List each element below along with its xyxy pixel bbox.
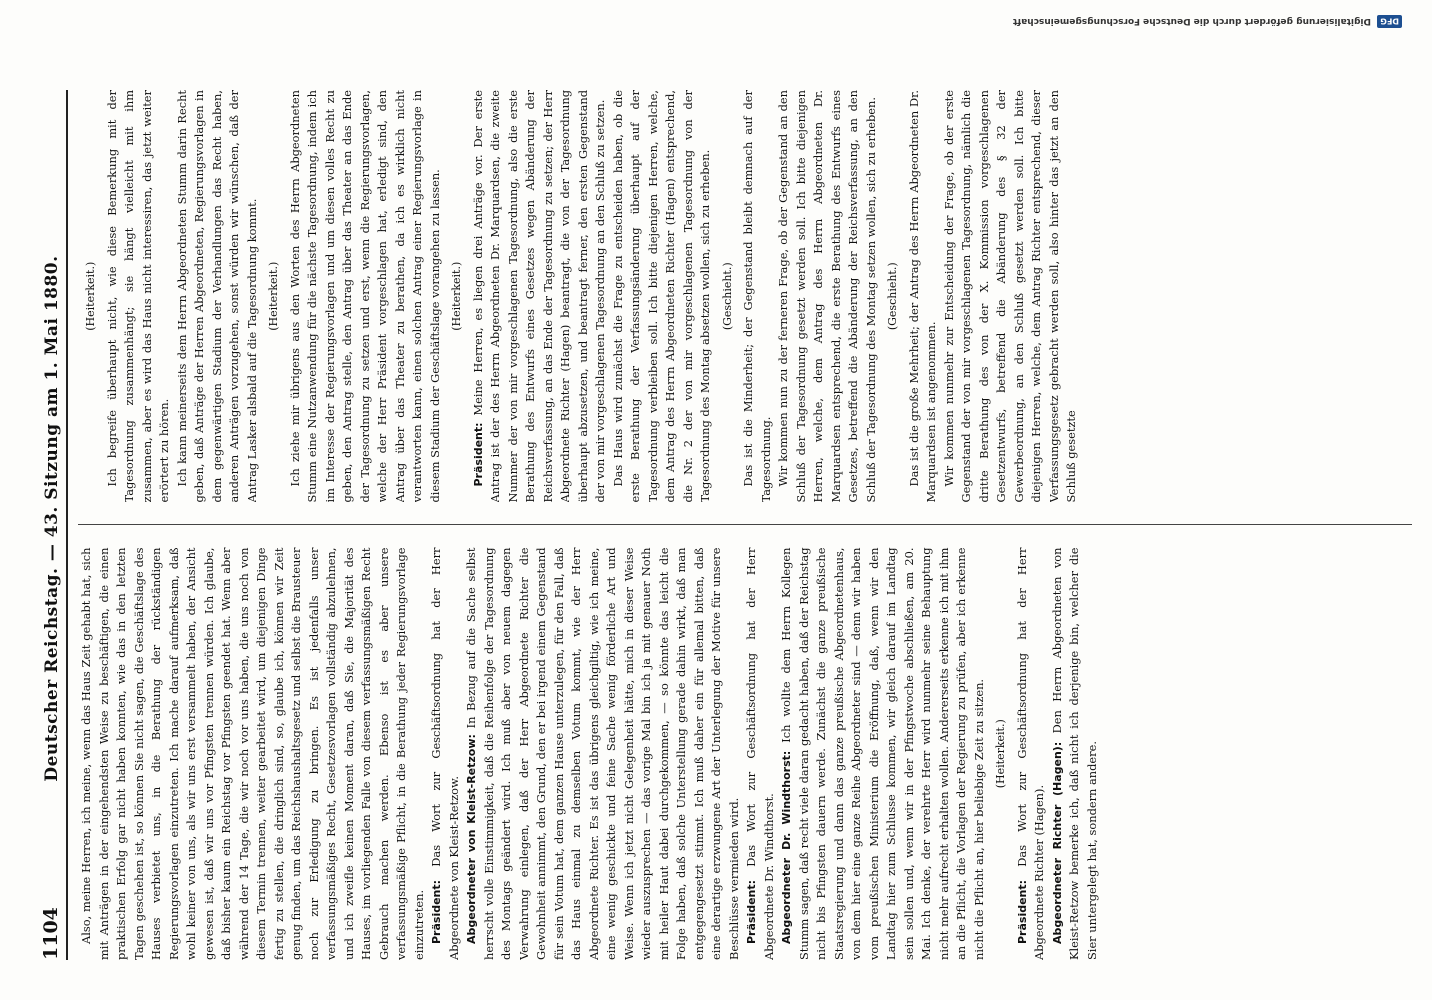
speaker-name: Abgeordneter Dr. Windthorst:	[780, 750, 793, 944]
speaker-name: Präsident:	[471, 422, 485, 487]
speech-text: Meine Herren, es liegen drei Anträge vor. Der erste Antrag ist der des Herrn Abgeordneten Dr. Marquardsen, die zweite Nummer der von mir vorgeschlagenen Tagesordnung, also die erste Berathung des Entwurfs eines Gesetzes wegen Abänderung der Reichsverfassung, an das Ende der Tagesordnung zu setzen; der Herr Abgeordnete Richter (Hagen) beantragt, die von der Tagesordnung überhaupt abzusetzen, und beantragt ferner, den ersten Gegenstand der von mir vorgeschlagenen Tagesordnung an den Schluß zu setzen.	[470, 90, 607, 503]
speech-paragraph	[743, 548, 778, 961]
page-header	[28, 90, 68, 960]
dfg-logo-icon: DFG	[1377, 15, 1402, 28]
body-paragraph: Ich ziehe mir übrigens aus den Worten des Herrn Abgeordneten Stumm eine Nutzanwendung für die nächste Tagesordnung, indem ich im Interesse der Regierungsvorlagen und um diesen volles Recht zu geben, den Antrag stelle, den Antrag über das Theater an das Ende der Tagesordnung zu setzen und erst, wenn die Regierungsvorlagen, welche der Herr Präsident vorgeschlagen hat, erledigt sind, den Antrag über das Theater zu berathen, da ich es wirklich nicht verantworten kann, einen solchen Antrag einer Regierungsvorlage in diesem Stadium der Geschäftslage vorangehen zu lassen.	[287, 90, 442, 503]
stage-direction: (Heiterkeit.)	[450, 261, 463, 331]
running-head: Deutscher Reichstag. — 43. Sitzung am 1. Mai 1880.	[42, 255, 62, 782]
speech-text: Das Wort zur Geschäftsordnung hat der Herr Abgeordnete von Kleist-Retzow.	[429, 547, 461, 960]
body-paragraph: Das Haus wird zunächst die Frage zu entscheiden haben, ob die erste Berathung der Verfassungsänderung überhaupt auf der Tagesordnung verbleiben soll. Ich bitte diejenigen Herren, welche, dem Antrag des Herrn Abgeordneten Richter (Hagen) entsprechend, die Nr. 2 der von mir vorgeschlagenen Tagesordnung von der Tagesordnung des Montag absetzen wollen, sich zu erheben.	[610, 90, 712, 503]
speech-text: Ich wollte dem Herrn Kollegen Stumm sagen, daß recht viele daran gedacht haben, daß der Reichstag nicht bis Pfingsten dauern werde. Zunächst die ganze preußische Staatsregierung und dann das ganze preußische Abgeordnetenhaus, von dem hier eine ganze Reihe Abgeordneter sind — denn wir haben vom preußischen Ministerium die Eröffnung, daß, wenn wir den Landtag hier zum Schlusse kommen, wir gleich darauf im Landtag sein sollen und, wenn wir in der Pfingstwoche abschließen, am 20. Mai. Ich denke, der verehrte Herr wird nunmehr seine Behauptung nicht mehr aufrecht erhalten wollen. Andererseits erkenne ich mit ihm an die Pflicht, die Vorlagen der Regierung zu prüfen, aber ich erkenne nicht die Pflicht an, hier beliebige Zeit zu sitzen.	[779, 547, 986, 960]
speaker-name: Abgeordneter Richter (Hagen):	[1050, 741, 1064, 944]
digitization-credit	[400, 8, 1402, 34]
speech-paragraph	[470, 90, 610, 503]
stage-direction: (Heiterkeit.)	[84, 261, 97, 331]
speaker-name: Präsident:	[745, 879, 758, 944]
body-paragraph: Ich begreife überhaupt nicht, wie diese Bemerkung mit der Tagesordnung zusammenhängt; sie hängt vielleicht mit ihm zusammen, aber es wird das Haus nicht interessiren, das jetzt weiter erörtert zu hören.	[104, 90, 171, 503]
stage-direction: (Geschieht.)	[886, 262, 899, 331]
page-number: 1104	[40, 907, 62, 960]
stage-direction: (Heiterkeit.)	[267, 261, 280, 331]
speech-paragraph	[428, 548, 463, 961]
body-paragraph: Das ist die Minderheit; der Gegenstand bleibt demnach auf der Tagesordnung.	[741, 90, 773, 503]
speaker-name: Präsident:	[430, 879, 443, 944]
speaker-name: Präsident:	[1015, 879, 1029, 944]
right-column	[78, 90, 1412, 503]
column-rule	[78, 525, 1412, 526]
speech-paragraph	[1049, 548, 1102, 961]
speech-paragraph	[463, 548, 743, 961]
left-column	[78, 548, 1412, 961]
body-paragraph: Wir kommen nunmehr zur Entscheidung der Frage, ob der erste Gegenstand der von mir vorgeschlagenen Tagesordnung, nämlich die dritte Berathung des von der X. Kommission vorgeschlagenen Gesetzentwurfs, betreffend die Abänderung des § 32 der Gewerbeordnung, an den Schluß gesetzt werden soll. Ich bitte diejenigen Herren, welche, dem Antrag Richter entsprechend, dieser Verfassungsgesetz gebracht werden soll, also hinter das jetzt an den Schluß gesetzte	[941, 90, 1078, 503]
body-paragraph: Ich kann meinerseits dem Herrn Abgeordneten Stumm darin Recht geben, daß Anträge der Herren Abgeordneten, Regierungsvorlagen in dem gegenwärtigen Stadium der Verhandlungen das Recht haben, anderen Anträgen vorzugehen, sonst würden wir wünschen, daß der Antrag Lasker alsbald auf die Tagesordnung kommt.	[174, 90, 259, 503]
speech-paragraph	[1014, 548, 1049, 961]
body-paragraph: Wir kommen nun zu der ferneren Frage, ob der Gegenstand an den Schluß der Tagesordnung gesetzt werden soll. Ich bitte diejenigen Herren, welche, dem Antrag des Herrn Abgeordneten Dr. Marquardsen entsprechend, die erste Berathung des Entwurfs eines Gesetzes, betreffend die Abänderung der Reichsverfassung, an den Schluß der Tagesordnung des Montag setzen wollen, sich zu erheben.	[776, 90, 878, 503]
speech-text: In Bezug auf die Sache selbst herrscht volle Einstimmigkeit, daß die Reihenfolge der Tagesordnung des Montags geändert wird. Ich muß aber von neuem dagegen Verwahrung einlegen, daß der Herr Abgeordnete Richter die Gewohnheit annimmt, den Grund, den er bei irgend einem Gegenstand für sein Votum hat, dem ganzen Hause unterzulegen, für den Fall, daß das Haus einmal zu demselben Votum kommt, wie der Herr Abgeordnete Richter. Es ist das übrigens gleichgiltig, wie ich meine, eine wenig geschickte und feine Sache wenig förderliche Art und Weise. Wenn ich jetzt nicht Gelegenheit hätte, mich in dieser Weise wieder auszusprechen — das vorige Mal bin ich ja mit genauer Noth mit heiler Haut dabei durchgekommen, — so könnte das leicht die Folge haben, daß solche Unterstellung gerade dahin wirkt, daß man entgegengesetzt stimmt. Ich muß daher ein für allemal bitten, daß eine derartige erzwungene Art der Unterlegung der Motive für unsere Beschlüsse vermieden wird.	[464, 547, 741, 960]
speech-text: Das Wort zur Geschäftsordnung hat der Herr Abgeordnete Dr. Windthorst.	[744, 547, 776, 960]
body-paragraph: Das ist die große Mehrheit; der Antrag des Herrn Abgeordneten Dr. Marquardsen ist angenommen.	[906, 90, 938, 503]
speech-paragraph	[778, 548, 988, 961]
speaker-name: Abgeordneter von Kleist-Retzow:	[465, 734, 478, 944]
credit-text: Digitalisierung gefördert durch die Deutsche Forschungsgemeinschaft	[1013, 16, 1372, 26]
stage-direction: (Heiterkeit.)	[994, 719, 1007, 789]
body-paragraph: Also, meine Herren, ich meine, wenn das Haus Zeit gehabt hat, sich mit Anträgen in der eingehendsten Weise zu beschäftigen, die einen praktischen Erfolg gar nicht haben konnten, wie das in den letzten Tagen geschehen ist, so können Sie nicht sagen, die Geschäftslage des Hauses verbietet uns, in die Berathung der rückständigen Regierungsvorlagen einzutreten. Ich mache darauf aufmerksam, daß wohl keiner von uns, als wir uns erst versammelt haben, der Ansicht gewesen ist, daß wir uns vor Pfingsten trennen würden. Ich glaube, daß bisher kaum ein Reichstag vor Pfingsten geendet hat. Wenn aber während der 14 Tage, die wir noch vor uns haben, die uns noch von diesem Termin trennen, weiter gearbeitet wird, um diejenigen Dinge fertig zu stellen, die dringlich sind, so, glaube ich, können wir Zeit genug finden, um das Reichshaushaltsgesetz und selbst die Brausteuer noch zur Erledigung zu bringen. Es ist jedenfalls unser verfassungsmäßiges Recht, Gesetzesvorlagen vollständig abzulehnen, und ich zweifle keinen Moment daran, daß Sie, die Majorität des Hauses, im vorliegenden Falle von diesem verfassungsmäßigen Recht Gebrauch machen werden. Ebenso ist es aber unsere verfassungsmäßige Pflicht, in die Berathung jeder Regierungsvorlage einzutreten.	[79, 547, 426, 960]
speech-text: Das Wort zur Geschäftsordnung hat der Herr Abgeordnete Richter (Hagen).	[1014, 547, 1046, 960]
speech-text: Den Herrn Abgeordneten von Kleist-Retzow bemerke ich, daß nicht ich derjenige bin, welcher die Sier untergelegt hat, sondern andere.	[1049, 547, 1099, 960]
text-columns	[78, 90, 1412, 960]
stage-direction: (Geschieht.)	[720, 262, 734, 331]
